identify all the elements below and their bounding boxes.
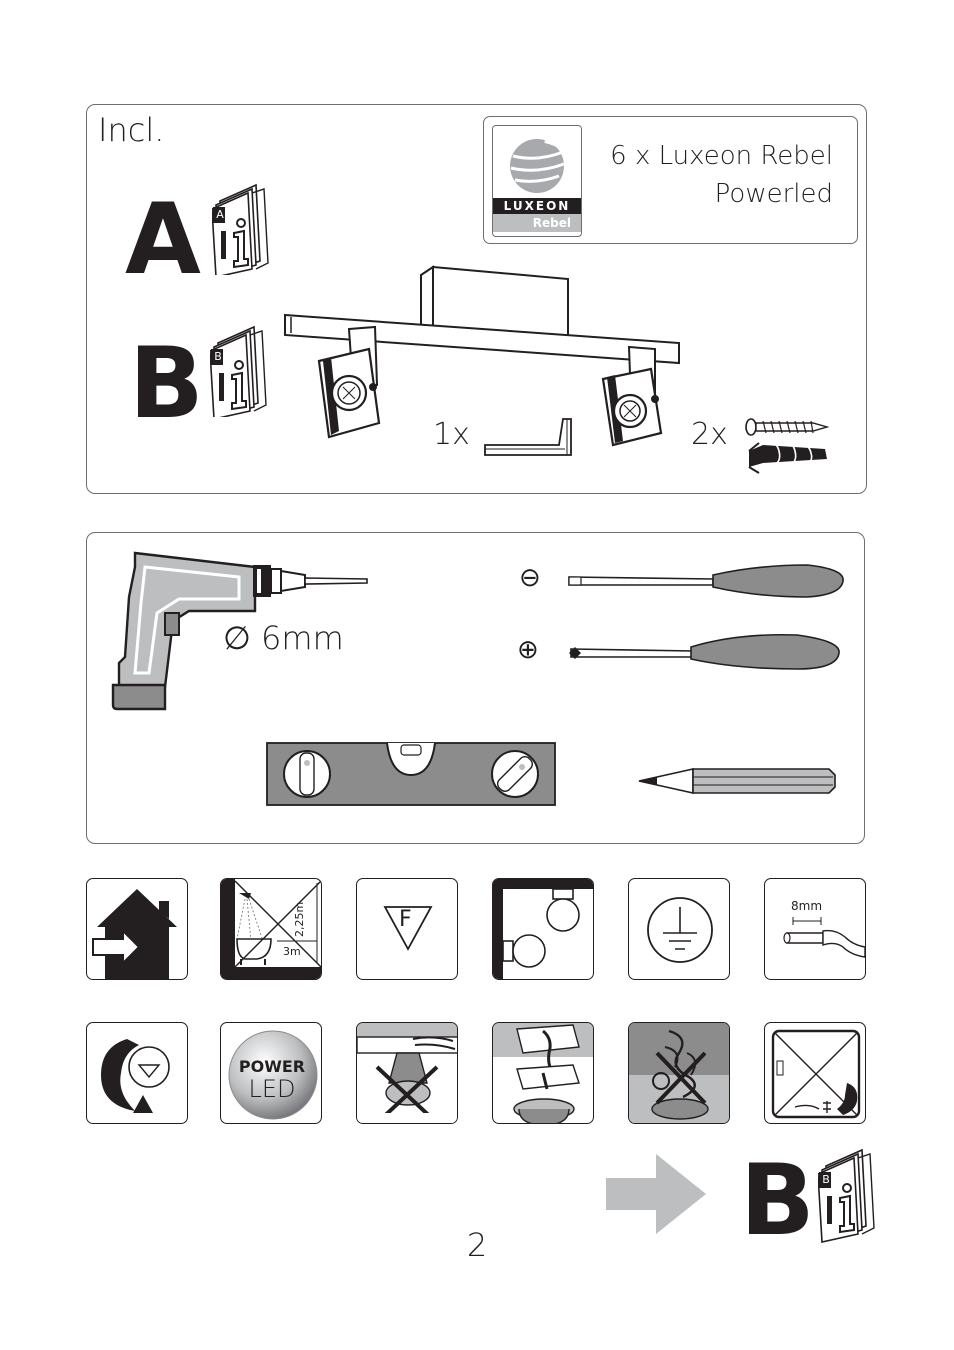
luxeon-logo-top: LUXEON xyxy=(493,198,581,214)
bathroom-icon xyxy=(221,879,322,980)
hex-key-icon xyxy=(481,413,581,459)
cable-warning-icon xyxy=(357,1023,458,1124)
earth-ground-symbol xyxy=(628,878,730,980)
bathroom-horizontal-label: 3m xyxy=(283,945,301,958)
wire-strip-symbol xyxy=(764,878,866,980)
cross-screwdriver-icon xyxy=(567,631,847,675)
f-mark-label: F xyxy=(399,907,412,932)
luxeon-box xyxy=(483,116,858,244)
wall-ceiling-mount-symbol xyxy=(492,878,594,980)
tools-panel xyxy=(86,532,865,844)
no-cable-coil-symbol xyxy=(628,1022,730,1124)
pencil-icon xyxy=(637,765,839,795)
power-led-symbol xyxy=(220,1022,322,1124)
stripped-wire-icon xyxy=(765,879,866,980)
wall-ceiling-lamp-icon xyxy=(493,879,594,980)
flat-screwdriver-icon xyxy=(567,561,847,601)
dimmable-symbol xyxy=(86,1022,188,1124)
page-number: 2 xyxy=(466,1226,488,1264)
ceiling-cable-icon xyxy=(493,1023,594,1124)
junction-box-warning-icon xyxy=(765,1023,866,1124)
included-panel xyxy=(86,104,867,494)
coiled-cable-warning-icon xyxy=(629,1023,730,1124)
indoor-use-symbol xyxy=(86,878,188,980)
bathroom-vertical-label: 2,25m xyxy=(293,901,306,937)
cable-routing-symbol xyxy=(492,1022,594,1124)
manual-a-tab: A xyxy=(216,208,224,221)
power-led-bottom: LED xyxy=(248,1075,296,1103)
luxeon-logo xyxy=(492,125,582,237)
flammable-surface-symbol xyxy=(356,878,458,980)
screw-and-plug-icon xyxy=(743,415,833,477)
manual-a-letter: A xyxy=(125,183,201,297)
luxeon-line1: 6 x Luxeon Rebel xyxy=(610,141,833,171)
next-arrow-icon xyxy=(604,1152,708,1236)
dimmer-icon xyxy=(87,1023,188,1124)
included-heading: Incl. xyxy=(98,111,165,149)
ground-icon xyxy=(629,879,730,980)
house-arrow-icon xyxy=(87,879,188,980)
cross-screwdriver-symbol: ⊕ xyxy=(517,635,539,665)
next-manual-tab: B xyxy=(822,1173,830,1186)
manual-b-icon xyxy=(210,321,268,417)
no-cable-contact-symbol xyxy=(356,1022,458,1124)
hex-key-qty: 1x xyxy=(433,417,470,452)
next-manual-letter: B xyxy=(740,1144,815,1258)
flat-screwdriver-symbol: ⊖ xyxy=(519,563,541,593)
manual-b-tab: B xyxy=(214,350,222,363)
manual-b-letter: B xyxy=(129,327,204,441)
screws-qty: 2x xyxy=(691,417,728,452)
no-mains-junction-symbol xyxy=(764,1022,866,1124)
luxeon-logo-bottom: Rebel xyxy=(493,214,581,232)
luxeon-line2: Powerled xyxy=(714,179,833,209)
strip-length-label: 8mm xyxy=(791,899,823,913)
manual-a-icon xyxy=(212,179,270,275)
spirit-level-icon xyxy=(265,741,559,807)
bathroom-zone-symbol xyxy=(220,878,322,980)
drill-size-label: ∅ 6mm xyxy=(223,619,344,657)
power-led-top: POWER xyxy=(238,1057,306,1076)
